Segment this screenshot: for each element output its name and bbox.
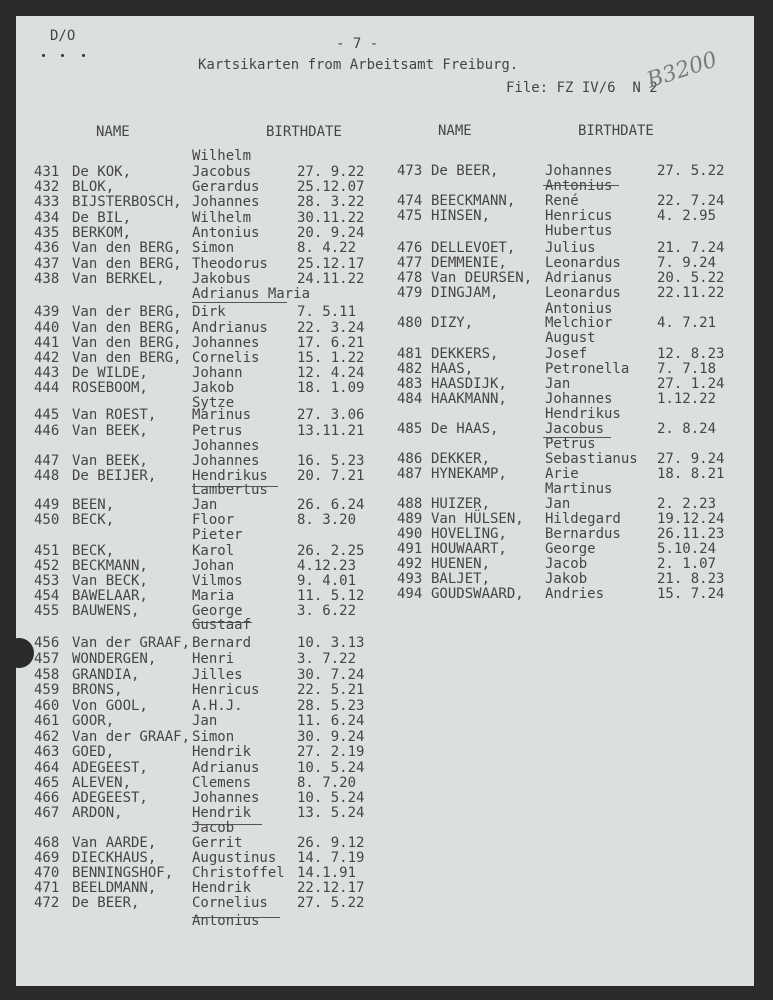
underline — [192, 486, 278, 487]
entry-birthdate: 4. 7.21 — [657, 315, 717, 331]
entry-birthdate: 27. 5.22 — [657, 163, 725, 179]
entry-given-names: Jakob — [192, 380, 235, 396]
entry-birthdate: 21. 7.24 — [657, 240, 725, 256]
entry-surname: De KOK, — [72, 164, 132, 180]
entry-surname: DINGJAM, — [431, 285, 499, 301]
entry-number: 451 — [34, 543, 60, 559]
entry-given-names: Hendrikus — [192, 468, 268, 484]
entry-given-names: Andrianus — [192, 320, 268, 336]
underline — [543, 437, 611, 438]
entry-number: 440 — [34, 320, 60, 336]
entry-birthdate: 1.12.22 — [657, 391, 717, 407]
entry-given-names: Josef — [545, 346, 588, 362]
entry-given-names: Leonardus — [545, 285, 621, 301]
entry-number: 492 — [397, 556, 423, 572]
entry-surname: HYNEKAMP, — [431, 466, 507, 482]
entry-number: 437 — [34, 256, 60, 272]
entry-number: 489 — [397, 511, 423, 527]
entry-birthdate: 20. 7.21 — [297, 468, 365, 484]
entry-surname: Van den BERG, — [72, 335, 182, 351]
entry-given-names: Johannes — [192, 438, 260, 454]
entry-number: 447 — [34, 453, 60, 469]
entry-birthdate: 13. 5.24 — [297, 805, 365, 821]
entry-surname: GOOR, — [72, 713, 115, 729]
entry-birthdate: 26. 9.12 — [297, 835, 365, 851]
entry-birthdate: 26. 6.24 — [297, 497, 365, 513]
entry-given-names: Gerardus — [192, 179, 260, 195]
entry-surname: Van DEURSEN, — [431, 270, 533, 286]
entry-birthdate: 15. 7.24 — [657, 586, 725, 602]
entry-number: 459 — [34, 682, 60, 698]
entry-surname: HOVELING, — [431, 526, 507, 542]
entry-number: 484 — [397, 391, 423, 407]
entry-birthdate: 11. 6.24 — [297, 713, 365, 729]
entry-surname: BERKOM, — [72, 225, 132, 241]
document-page — [16, 16, 754, 986]
entry-given-names: Hildegard — [545, 511, 621, 527]
entry-birthdate: 22. 3.24 — [297, 320, 365, 336]
entry-surname: Van BERKEL, — [72, 271, 165, 287]
entry-given-names: George — [192, 603, 243, 619]
entry-birthdate: 10. 5.24 — [297, 790, 365, 806]
entry-surname: Van den BERG, — [72, 240, 182, 256]
entry-birthdate: 3. 7.22 — [297, 651, 357, 667]
entry-number: 460 — [34, 698, 60, 714]
entry-number: 448 — [34, 468, 60, 484]
entry-given-names: Leonardus — [545, 255, 621, 271]
entry-birthdate: 18. 8.21 — [657, 466, 725, 482]
entry-surname: BEELDMANN, — [72, 880, 157, 896]
entry-birthdate: 7. 5.11 — [297, 304, 357, 320]
entry-given-names: Bernardus — [545, 526, 621, 542]
entry-given-names: Theodorus — [192, 256, 268, 272]
entry-given-names: Maria — [192, 588, 235, 604]
punch-mark — [61, 54, 64, 57]
entry-surname: Van den BERG, — [72, 320, 182, 336]
entry-given-names: Pieter — [192, 527, 243, 543]
entry-given-names: Jacob — [545, 556, 588, 572]
entry-given-names: Karol — [192, 543, 235, 559]
entry-number: 464 — [34, 760, 60, 776]
entry-birthdate: 21. 8.23 — [657, 571, 725, 587]
entry-number: 487 — [397, 466, 423, 482]
entry-number: 433 — [34, 194, 60, 210]
entry-birthdate: 27. 9.24 — [657, 451, 725, 467]
entry-birthdate: 11. 5.12 — [297, 588, 365, 604]
entry-given-names: Jacobus — [192, 164, 252, 180]
entry-surname: Van BEEK, — [72, 423, 148, 439]
entry-surname: BAUWENS, — [72, 603, 140, 619]
underline — [192, 824, 262, 825]
entry-number: 452 — [34, 558, 60, 574]
entry-given-names: Hubertus — [545, 223, 613, 239]
entry-number: 491 — [397, 541, 423, 557]
entry-surname: Van der GRAAF, — [72, 635, 191, 651]
entry-birthdate: 9. 4.01 — [297, 573, 357, 589]
entry-surname: WONDERGEN, — [72, 651, 157, 667]
entry-birthdate: 24.11.22 — [297, 271, 365, 287]
left-name-header: NAME — [96, 124, 130, 140]
entry-birthdate: 27. 2.19 — [297, 744, 365, 760]
entry-surname: Van den BERG, — [72, 256, 182, 272]
entry-surname: De BIL, — [72, 210, 132, 226]
left-birthdate-header: BIRTHDATE — [266, 124, 342, 140]
entry-given-names: Antonius — [192, 913, 260, 929]
entry-given-names: Jan — [545, 376, 571, 392]
entry-birthdate: 19.12.24 — [657, 511, 725, 527]
entry-number: 438 — [34, 271, 60, 287]
entry-given-names: Antonius — [545, 178, 613, 194]
entry-number: 488 — [397, 496, 423, 512]
entry-birthdate: 8. 7.20 — [297, 775, 357, 791]
entry-number: 482 — [397, 361, 423, 377]
entry-given-names: Simon — [192, 240, 235, 256]
entry-number: 477 — [397, 255, 423, 271]
entry-birthdate: 28. 5.23 — [297, 698, 365, 714]
entry-birthdate: 18. 1.09 — [297, 380, 365, 396]
entry-surname: Van der GRAAF, — [72, 729, 191, 745]
entry-number: 469 — [34, 850, 60, 866]
entry-surname: ADEGEEST, — [72, 760, 148, 776]
entry-given-names: Petronella — [545, 361, 630, 377]
entry-given-names: Johannes — [192, 453, 260, 469]
underline — [543, 185, 619, 186]
entry-birthdate: 2. 2.23 — [657, 496, 717, 512]
entry-surname: Van AARDE, — [72, 835, 157, 851]
entry-given-names: Sytze — [192, 395, 235, 411]
entry-number: 471 — [34, 880, 60, 896]
entry-birthdate: 20. 9.24 — [297, 225, 365, 241]
entry-surname: DELLEVOET, — [431, 240, 516, 256]
entry-birthdate: 30. 9.24 — [297, 729, 365, 745]
punch-mark — [82, 54, 85, 57]
entry-given-names: Antonius — [192, 225, 260, 241]
entry-number: 432 — [34, 179, 60, 195]
entry-birthdate: 22.11.22 — [657, 285, 725, 301]
entry-birthdate: 12. 8.23 — [657, 346, 725, 362]
entry-given-names: Petrus — [192, 423, 243, 439]
entry-surname: Von GOOL, — [72, 698, 148, 714]
entry-surname: Van BECK, — [72, 573, 148, 589]
handwritten-stamp: B3200 — [643, 47, 721, 94]
entry-given-names: Julius — [545, 240, 596, 256]
entry-given-names: Hendrik — [192, 805, 252, 821]
entry-number: 446 — [34, 423, 60, 439]
entry-given-names: A.H.J. — [192, 698, 243, 714]
entry-number: 467 — [34, 805, 60, 821]
entry-birthdate: 2. 1.07 — [657, 556, 717, 572]
entry-surname: HAAS, — [431, 361, 474, 377]
entry-number: 455 — [34, 603, 60, 619]
entry-number: 439 — [34, 304, 60, 320]
entry-number: 486 — [397, 451, 423, 467]
entry-birthdate: 30.11.22 — [297, 210, 365, 226]
entry-given-names: Wilhelm — [192, 148, 252, 164]
entry-surname: GOUDSWAARD, — [431, 586, 524, 602]
entry-number: 478 — [397, 270, 423, 286]
entry-number: 462 — [34, 729, 60, 745]
entry-birthdate: 16. 5.23 — [297, 453, 365, 469]
entry-given-names: Adrianus Maria — [192, 286, 311, 302]
entry-birthdate: 3. 6.22 — [297, 603, 357, 619]
right-birthdate-header: BIRTHDATE — [578, 123, 654, 139]
entry-birthdate: 22. 7.24 — [657, 193, 725, 209]
entry-surname: BALJET, — [431, 571, 491, 587]
entry-surname: BEEN, — [72, 497, 115, 513]
entry-number: 472 — [34, 895, 60, 911]
entry-birthdate: 15. 1.22 — [297, 350, 365, 366]
entry-given-names: Sebastianus — [545, 451, 638, 467]
entry-number: 449 — [34, 497, 60, 513]
entry-given-names: Clemens — [192, 775, 252, 791]
entry-surname: DEKKERS, — [431, 346, 499, 362]
entry-surname: BRONS, — [72, 682, 123, 698]
entry-given-names: Henri — [192, 651, 235, 667]
entry-given-names: Jakobus — [192, 271, 252, 287]
entry-number: 453 — [34, 573, 60, 589]
entry-given-names: Christoffel — [192, 865, 285, 881]
entry-given-names: Antonius — [545, 301, 613, 317]
entry-number: 441 — [34, 335, 60, 351]
entry-surname: BENNINGSHOF, — [72, 865, 174, 881]
entry-number: 463 — [34, 744, 60, 760]
entry-surname: GOED, — [72, 744, 115, 760]
entry-number: 443 — [34, 365, 60, 381]
entry-number: 490 — [397, 526, 423, 542]
entry-birthdate: 22. 5.21 — [297, 682, 365, 698]
entry-surname: Van der BERG, — [72, 304, 182, 320]
entry-number: 494 — [397, 586, 423, 602]
entry-given-names: Hendrik — [192, 880, 252, 896]
right-name-header: NAME — [438, 123, 472, 139]
entry-birthdate: 5.10.24 — [657, 541, 717, 557]
entry-surname: DEKKER, — [431, 451, 491, 467]
entry-given-names: Adrianus — [545, 270, 613, 286]
entry-number: 456 — [34, 635, 60, 651]
entry-number: 485 — [397, 421, 423, 437]
entry-surname: GRANDIA, — [72, 667, 140, 683]
entry-given-names: George — [545, 541, 596, 557]
document-title: Kartsikarten from Arbeitsamt Freiburg. — [198, 57, 519, 73]
entry-number: 461 — [34, 713, 60, 729]
entry-given-names: Simon — [192, 729, 235, 745]
entry-birthdate: 2. 8.24 — [657, 421, 717, 437]
entry-number: 493 — [397, 571, 423, 587]
entry-given-names: Petrus — [545, 436, 596, 452]
entry-number: 445 — [34, 407, 60, 423]
entry-given-names: August — [545, 330, 596, 346]
entry-given-names: Augustinus — [192, 850, 277, 866]
entry-surname: ADEGEEST, — [72, 790, 148, 806]
entry-surname: BECK, — [72, 543, 115, 559]
entry-birthdate: 4.12.23 — [297, 558, 357, 574]
entry-given-names: Hendrikus — [545, 406, 621, 422]
entry-birthdate: 7. 9.24 — [657, 255, 717, 271]
entry-number: 479 — [397, 285, 423, 301]
entry-given-names: Gerrit — [192, 835, 243, 851]
entry-number: 442 — [34, 350, 60, 366]
entry-surname: Van HÜLSEN, — [431, 511, 524, 527]
entry-birthdate: 20. 5.22 — [657, 270, 725, 286]
entry-birthdate: 7. 7.18 — [657, 361, 717, 377]
entry-number: 431 — [34, 164, 60, 180]
entry-given-names: Johannes — [192, 194, 260, 210]
entry-number: 434 — [34, 210, 60, 226]
entry-given-names: Hendrik — [192, 744, 252, 760]
entry-surname: ALEVEN, — [72, 775, 132, 791]
entry-birthdate: 30. 7.24 — [297, 667, 365, 683]
entry-surname: BLOK, — [72, 179, 115, 195]
entry-number: 470 — [34, 865, 60, 881]
entry-birthdate: 25.12.17 — [297, 256, 365, 272]
entry-birthdate: 14.1.91 — [297, 865, 357, 881]
entry-surname: BAWELAAR, — [72, 588, 148, 604]
entry-surname: DIECKHAUS, — [72, 850, 157, 866]
entry-surname: HINSEN, — [431, 208, 491, 224]
entry-number: 454 — [34, 588, 60, 604]
entry-given-names: Floor — [192, 512, 235, 528]
entry-given-names: Cornelius — [192, 895, 268, 911]
entry-number: 468 — [34, 835, 60, 851]
entry-number: 450 — [34, 512, 60, 528]
entry-number: 436 — [34, 240, 60, 256]
entry-number: 457 — [34, 651, 60, 667]
entry-given-names: Marinus — [192, 407, 252, 423]
entry-birthdate: 26. 2.25 — [297, 543, 365, 559]
entry-number: 465 — [34, 775, 60, 791]
entry-birthdate: 22.12.17 — [297, 880, 365, 896]
entry-given-names: Jilles — [192, 667, 243, 683]
entry-birthdate: 12. 4.24 — [297, 365, 365, 381]
entry-birthdate: 4. 2.95 — [657, 208, 717, 224]
entry-given-names: Jan — [192, 713, 218, 729]
entry-number: 444 — [34, 380, 60, 396]
entry-given-names: Martinus — [545, 481, 613, 497]
entry-given-names: Andries — [545, 586, 605, 602]
entry-surname: De BEER, — [431, 163, 499, 179]
entry-given-names: Bernard — [192, 635, 252, 651]
underline — [192, 917, 280, 918]
entry-number: 435 — [34, 225, 60, 241]
entry-given-names: Adrianus — [192, 760, 260, 776]
punch-mark — [42, 54, 45, 57]
entry-surname: ARDON, — [72, 805, 123, 821]
entry-given-names: Jan — [192, 497, 218, 513]
entry-number: 458 — [34, 667, 60, 683]
entry-given-names: Jacobus — [545, 421, 605, 437]
entry-surname: De HAAS, — [431, 421, 499, 437]
entry-given-names: Johannes — [192, 335, 260, 351]
entry-surname: HAASDIJK, — [431, 376, 507, 392]
underline — [192, 302, 287, 303]
entry-birthdate: 27. 9.22 — [297, 164, 365, 180]
entry-given-names: Henricus — [192, 682, 260, 698]
entry-given-names: Johan — [192, 558, 235, 574]
entry-birthdate: 10. 5.24 — [297, 760, 365, 776]
entry-surname: BECKMANN, — [72, 558, 148, 574]
entry-given-names: Dirk — [192, 304, 226, 320]
entry-given-names: Cornelis — [192, 350, 260, 366]
entry-surname: Van ROEST, — [72, 407, 157, 423]
entry-surname: BIJSTERBOSCH, — [72, 194, 182, 210]
entry-birthdate: 8. 3.20 — [297, 512, 357, 528]
entry-number: 480 — [397, 315, 423, 331]
entry-surname: Van BEEK, — [72, 453, 148, 469]
entry-number: 481 — [397, 346, 423, 362]
entry-birthdate: 17. 6.21 — [297, 335, 365, 351]
entry-number: 466 — [34, 790, 60, 806]
entry-given-names: Jakob — [545, 571, 588, 587]
entry-surname: DIZY, — [431, 315, 474, 331]
entry-birthdate: 25.12.07 — [297, 179, 365, 195]
entry-birthdate: 14. 7.19 — [297, 850, 365, 866]
entry-number: 483 — [397, 376, 423, 392]
entry-birthdate: 27. 3.06 — [297, 407, 365, 423]
entry-birthdate: 13.11.21 — [297, 423, 365, 439]
entry-birthdate: 27. 1.24 — [657, 376, 725, 392]
entry-surname: De BEER, — [72, 895, 140, 911]
entry-surname: BECK, — [72, 512, 115, 528]
entry-surname: De BEIJER, — [72, 468, 157, 484]
underline — [192, 622, 252, 623]
entry-surname: BEECKMANN, — [431, 193, 516, 209]
file-code: D/O — [50, 28, 76, 44]
entry-given-names: Lambertus — [192, 482, 268, 498]
entry-surname: HUIZER, — [431, 496, 491, 512]
entry-birthdate: 27. 5.22 — [297, 895, 365, 911]
entry-given-names: Vilmos — [192, 573, 243, 589]
entry-surname: DEMMENIE, — [431, 255, 507, 271]
entry-given-names: Johannes — [545, 163, 613, 179]
entry-birthdate: 10. 3.13 — [297, 635, 365, 651]
entry-surname: ROSEBOOM, — [72, 380, 148, 396]
entry-number: 475 — [397, 208, 423, 224]
entry-given-names: René — [545, 193, 579, 209]
entry-given-names: Johann — [192, 365, 243, 381]
page-number: - 7 - — [336, 36, 379, 52]
entry-given-names: Wilhelm — [192, 210, 252, 226]
entry-given-names: Gustaaf — [192, 617, 252, 633]
entry-given-names: Johannes — [545, 391, 613, 407]
entry-birthdate: 26.11.23 — [657, 526, 725, 542]
entry-number: 473 — [397, 163, 423, 179]
punch-hole — [4, 638, 34, 668]
entry-birthdate: 28. 3.22 — [297, 194, 365, 210]
entry-surname: De WILDE, — [72, 365, 148, 381]
entry-number: 476 — [397, 240, 423, 256]
entry-number: 474 — [397, 193, 423, 209]
entry-given-names: Arie — [545, 466, 579, 482]
entry-surname: Van den BERG, — [72, 350, 182, 366]
entry-surname: HUENEN, — [431, 556, 491, 572]
entry-surname: HAAKMANN, — [431, 391, 507, 407]
entry-given-names: Melchior — [545, 315, 613, 331]
entry-given-names: Jan — [545, 496, 571, 512]
entry-surname: HOUWAART, — [431, 541, 507, 557]
entry-given-names: Johannes — [192, 790, 260, 806]
entry-birthdate: 8. 4.22 — [297, 240, 357, 256]
entry-given-names: Jacob — [192, 820, 235, 836]
file-reference: File: FZ IV/6 N 2 — [506, 80, 658, 96]
entry-given-names: Henricus — [545, 208, 613, 224]
